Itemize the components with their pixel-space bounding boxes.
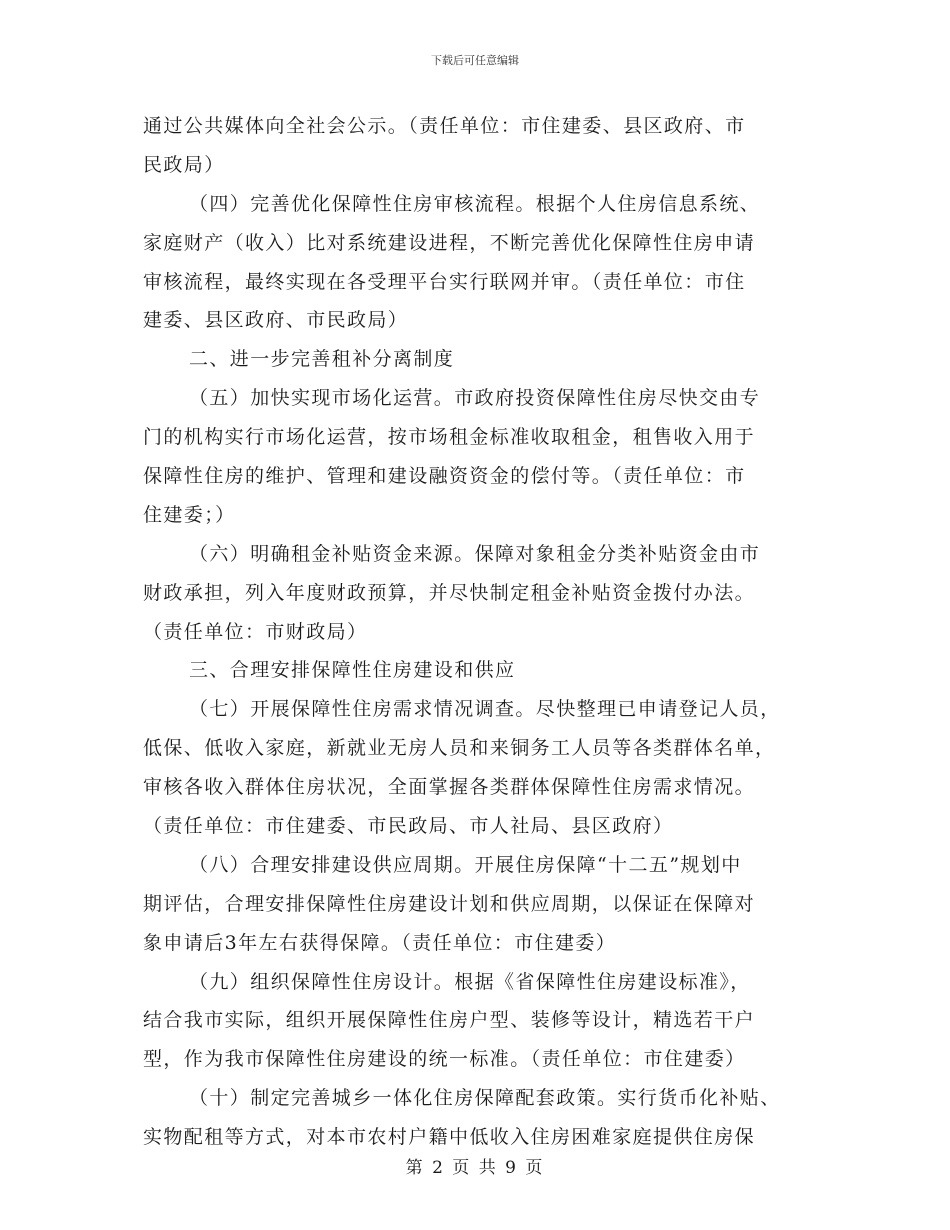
page-number-footer: 第 2 页 共 9 页 [405, 1158, 545, 1178]
text-line: 住建委；） [143, 503, 236, 526]
text-line: 通过公共媒体向全社会公示。（责任单位：市住建委、县区政府、市 [143, 115, 746, 137]
paragraph-start-line: （五）加快实现市场化运营。市政府投资保障性住房尽快交由专 [189, 387, 761, 410]
paragraph-start-line: （八）合理安排建设供应周期。开展住房保障“十二五”规划中 [189, 853, 742, 876]
text-line: （责任单位：市住建委、市民政局、市人社局、县区政府） [143, 815, 674, 838]
text-line: 结合我市实际，组织开展保障性住房户型、装修等设计，精选若干户 [143, 1009, 756, 1032]
text-line: 审核各收入群体住房状况，全面掌握各类群体保障性住房需求情况。 [143, 776, 756, 799]
text-line: 型，作为我市保障性住房建设的统一标准。（责任单位：市住建委） [143, 1048, 746, 1071]
text-line: 建委、县区政府、市民政局） [143, 309, 409, 332]
page-header: 下载后可任意编辑 [431, 54, 519, 67]
text-line: 象申请后3年左右获得保障。（责任单位：市住建委） [143, 931, 617, 954]
text-line: 门的机构实行市场化运营，按市场租金标准收取租金，租售收入用于 [143, 426, 756, 449]
document-body [143, 107, 805, 1157]
text-line: 审核流程，最终实现在各受理平台实行联网并审。（责任单位：市住 [143, 270, 746, 293]
text-line: 家庭财产（收入）比对系统建设进程，不断完善优化保障性住房申请 [143, 231, 756, 254]
text-line: 期评估，合理安排保障性住房建设计划和供应周期，以保证在保障对 [143, 892, 756, 915]
paragraph-start-line: （九）组织保障性住房设计。根据《省保障性住房建设标准》， [189, 970, 751, 993]
paragraph-start-line: （四）完善优化保障性住房审核流程。根据个人住房信息系统、 [189, 192, 761, 215]
paragraph-start-line: （六）明确租金补贴资金来源。保障对象租金分类补贴资金由市 [189, 542, 761, 565]
paragraph-start-line: （七）开展保障性住房需求情况调查。尽快整理已申请登记人员， [189, 698, 781, 721]
text-line: 实物配租等方式，对本市农村户籍中低收入住房困难家庭提供住房保 [143, 1126, 756, 1149]
text-line: 低保、低收入家庭，新就业无房人员和来铜务工人员等各类群体名单， [143, 737, 776, 760]
text-line: 保障性住房的维护、管理和建设融资资金的偿付等。（责任单位：市 [143, 465, 746, 488]
section-heading: 二、进一步完善租补分离制度 [189, 348, 455, 371]
section-heading: 三、合理安排保障性住房建设和供应 [189, 659, 516, 682]
text-line: 财政承担，列入年度财政预算，并尽快制定租金补贴资金拨付办法。 [143, 581, 756, 604]
text-line: 民政局） [143, 153, 225, 176]
text-line: （责任单位：市财政局） [143, 620, 368, 643]
paragraph-start-line: （十）制定完善城乡一体化住房保障配套政策。实行货币化补贴、 [189, 1087, 781, 1110]
